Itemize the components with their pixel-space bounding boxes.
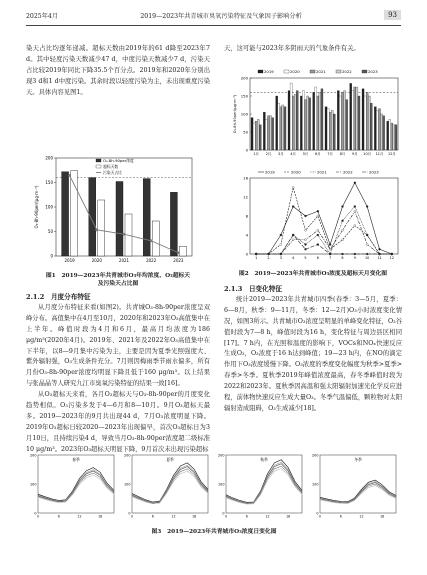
- x-tick-label: 4月: [290, 152, 296, 156]
- line-point: [305, 215, 307, 217]
- x-tick-label: 11月: [375, 152, 384, 156]
- line-pollution-ratio: [70, 175, 179, 252]
- bar-2020: [253, 123, 255, 150]
- bar-2022: [270, 116, 272, 150]
- bar-2023: [395, 125, 397, 150]
- bar-exceed-days: [98, 200, 105, 256]
- bar-2023: [321, 89, 323, 150]
- legend-label: 2019: [264, 69, 274, 74]
- legend-label: 2020: [291, 169, 301, 175]
- legend-label: 2023: [369, 169, 379, 175]
- figure-3-chart: [26, 451, 402, 523]
- panel-label: 冬季: [354, 457, 362, 462]
- legend-label: 污染天占比: [103, 170, 122, 175]
- line-point: [354, 225, 356, 227]
- line-point: [317, 234, 319, 236]
- section-heading: 2.1.3 日变化特征: [224, 285, 282, 293]
- x-tick-label: 2022: [146, 258, 157, 263]
- bar-2019: [313, 92, 315, 150]
- y-tick-label: 0: [50, 253, 53, 259]
- x-tick-label: 12月: [387, 152, 396, 156]
- x-tick-label: 7月: [327, 152, 333, 156]
- paragraph: 统计2019—2023年共青城市四季(春季：3—5月，夏季：6—8月，秋季：9—11月，冬季：12—2月)O₃小时浓度变化情况，如图3所示。共青城市O₃浓度呈明显的单峰变化特征，O₃谷值时段为7—8 h，峰值时段为16 h，变化特征与周边县区相同[17]。7 h内，在光照和温度的影响下，VOCs和NOₓ快速反应生成O₃，O₃浓度于16 h达到峰值；19—23 h内，在NO的滴定作用下O₃浓度缓慢下降。O₃浓度的季度变化幅度为秋季>夏季>春季>冬季。夏秋季2019年峰值浓度最高，春冬季峰值时段为2022和2023年。夏秋季因高温和强太阳辐射加速光化学反应进程，前体物快速反应生成大量O₃。冬季气温偏低，颗粒物对太阳辐射造成阻碍，O₃生成减少[18]。: [224, 295, 402, 412]
- legend-swatch: [96, 165, 101, 168]
- bar-2019: [337, 91, 339, 150]
- bar-2020: [376, 110, 378, 150]
- bar-2021: [267, 116, 269, 150]
- bar-2021: [255, 121, 257, 150]
- line-point: [123, 233, 126, 236]
- line-point: [329, 244, 331, 246]
- bar-concentration: [170, 192, 177, 256]
- left-column-body: [26, 292, 210, 456]
- x-tick-label: 10月: [363, 152, 372, 156]
- x-tick-label: 2月: [265, 152, 272, 156]
- y-tick-label: 100: [218, 482, 225, 487]
- panel-frame: [38, 455, 114, 513]
- figure-3-caption: 图3 2019—2023年共青城市O₃浓度日变化图: [151, 529, 277, 535]
- y-tick-label: 100: [240, 111, 248, 117]
- y-tick-label: 200: [312, 453, 319, 458]
- y-axis-label: O₃-8h-90per/(μg·m⁻³): [34, 185, 39, 229]
- y-tick-label: 4: [245, 232, 248, 238]
- legend-label: O₃-8h-90per浓度: [103, 158, 134, 163]
- line-冬季: [320, 482, 396, 503]
- x-tick-label: 12: [265, 514, 270, 519]
- bar-2022: [368, 96, 370, 150]
- bar-2019: [374, 107, 376, 150]
- line-秋季: [226, 460, 302, 503]
- line-冬季: [320, 483, 396, 503]
- bar-2020: [278, 103, 280, 150]
- x-tick-label: 2020: [91, 258, 102, 263]
- x-tick-label: 2023: [173, 258, 184, 263]
- legend-label: 2020: [290, 69, 300, 74]
- x-tick-label: 18: [192, 514, 197, 519]
- bar-2022: [282, 105, 284, 150]
- y-tick-label: 8: [245, 213, 248, 219]
- x-tick-label: 6: [57, 514, 60, 519]
- line-point: [280, 253, 282, 255]
- y-tick-label: 150: [240, 93, 248, 99]
- line-point: [342, 229, 344, 231]
- x-tick-label: 0: [36, 514, 40, 519]
- bar-2020: [302, 91, 304, 150]
- bar-2023: [284, 107, 286, 150]
- plot-frame: [250, 178, 398, 254]
- y-tick-label: 0: [128, 511, 131, 516]
- x-tick-label: 4: [292, 256, 295, 260]
- x-tick-label: 0: [318, 514, 322, 519]
- bar-2020: [265, 119, 267, 150]
- line-point: [317, 215, 319, 217]
- bar-2023: [383, 116, 385, 150]
- bar-2021: [280, 107, 282, 150]
- line-point: [366, 244, 368, 246]
- page-number: 93: [384, 10, 401, 20]
- bar-2023: [309, 98, 311, 150]
- bar-exceed-days: [71, 171, 78, 256]
- bar-2020: [290, 83, 292, 150]
- x-tick-label: 9月: [352, 152, 358, 156]
- y-tick-label: 150: [45, 180, 53, 185]
- line-春季: [38, 468, 114, 501]
- bar-exceed-days: [179, 246, 186, 256]
- line-2019: [256, 183, 392, 254]
- bar-concentration: [116, 182, 123, 256]
- x-tick-label: 18: [286, 514, 291, 519]
- line-point: [366, 253, 368, 255]
- y-tick-label: 0: [245, 251, 248, 257]
- x-tick-label: 6: [339, 514, 342, 519]
- y-tick-label: 200: [218, 453, 225, 458]
- line-2021: [256, 207, 392, 255]
- line-point: [317, 229, 319, 231]
- x-tick-label: 7: [329, 256, 332, 260]
- x-tick-label: 12: [389, 256, 394, 260]
- bar-2021: [354, 87, 356, 150]
- bar-2020: [352, 91, 354, 150]
- line-point: [150, 239, 153, 242]
- line-point: [317, 210, 319, 212]
- figure-1-caption: [26, 272, 210, 288]
- bar-2020: [315, 87, 317, 150]
- legend-swatch: [96, 159, 101, 162]
- bar-2021: [366, 92, 368, 150]
- y-tick-label: 100: [45, 204, 53, 210]
- panel-label: 夏季: [166, 457, 174, 462]
- line-point: [342, 253, 344, 255]
- line-point: [366, 206, 368, 208]
- bar-2022: [356, 87, 358, 150]
- legend-label: 2021: [317, 169, 327, 175]
- page-header: [26, 8, 401, 26]
- x-tick-label: 11: [377, 256, 382, 260]
- x-tick-label: 5月: [302, 152, 309, 156]
- figure-2-caption: 图2 2019—2023年共青城市O₃浓度及超标天月变化图: [238, 271, 388, 277]
- panel-label: 春季: [72, 457, 80, 462]
- bar-2023: [333, 114, 335, 150]
- paragraph: 从月度分布特征来看(如图2)。共青城O₃-8h-90per浓度呈双峰分布。高值集中在4月至10月，2020年和2023年O₃高值集中在上半年。峰值时段为4月和6月，最高月均浓度为186 μg/m³(2020年4月)。2019年、2021年及2022年O₃高值集中在下半年，以8—9月集中污染为主，主要是因为夏季光照强度大、紫外辐射强，O₃生成条件充分。7月则因梅雨季节雨水偏多，所有月份O₃-8h-90per浓度均明显下降且低于160 μg/m³。以上结果与张晶晶等人研究九江市臭氧污染特征的结果一致[16]。: [26, 303, 210, 388]
- bar-2019: [251, 118, 253, 150]
- y-tick-label: 16: [243, 175, 248, 181]
- line-point: [292, 234, 294, 236]
- bar-2023: [272, 118, 274, 150]
- bar-2022: [294, 94, 296, 150]
- line-point: [292, 187, 294, 189]
- x-tick-label: 3: [279, 256, 282, 260]
- x-tick-label: 12: [77, 514, 82, 519]
- line-point: [342, 206, 344, 208]
- paragraph: 从O₃超标天来看，各月O₃超标天与O₃-8h-90per的月度变化趋势相似。O₃污染多发于4—6月和8—10月。9月O₃超标天最多。2019—2023年的9月共出现44 d，7月O₃浓度明显下降。2019年O₃超标日较2020—2023年出现偏早，首次O₃超标日为3月10日，且持续污染4 d，导致当月O₃-8h-90per浓度超二级标准10 μg/m³。2023年O₃超标天明显下降，9月首次未出现污染超标: [26, 391, 210, 453]
- header-title: 2019—2023年共青城市臭氧污染特征及气象因子影响分析: [140, 12, 302, 20]
- line-冬季: [320, 480, 396, 502]
- bar-2019: [387, 121, 389, 150]
- figure-2b-chart: [230, 166, 402, 266]
- bar-2021: [329, 112, 331, 150]
- y-tick-label: 0: [34, 511, 37, 516]
- line-point: [305, 239, 307, 241]
- panel-frame: [320, 455, 396, 513]
- y-tick-label: 100: [124, 482, 131, 487]
- line-point: [317, 244, 319, 246]
- x-tick-label: 5: [304, 256, 307, 260]
- legend-swatch: [362, 70, 367, 73]
- figure-1-chart: [30, 144, 206, 272]
- legend-label: 2019: [265, 169, 275, 175]
- y-tick-label: 0: [245, 147, 248, 153]
- line-point: [305, 248, 307, 250]
- bar-2022: [393, 125, 395, 150]
- bar-2019: [362, 89, 364, 150]
- bar-2020: [327, 109, 329, 150]
- caption-line: 及污染天占比图: [97, 281, 139, 287]
- figure-2a-chart: [230, 66, 402, 164]
- line-point: [305, 229, 307, 231]
- x-tick-label: 18: [98, 514, 103, 519]
- line-夏季: [132, 465, 208, 502]
- line-point: [354, 182, 356, 184]
- y-tick-label: 12: [243, 194, 248, 200]
- y-axis-label: O₃-8h-90per/(μg·m⁻³): [233, 94, 237, 134]
- line-point: [354, 206, 356, 208]
- legend-label: 2022: [343, 169, 353, 175]
- x-tick-label: 12: [171, 514, 176, 519]
- bar-2022: [331, 110, 333, 150]
- bar-2020: [339, 96, 341, 150]
- x-tick-label: 6: [245, 514, 248, 519]
- line-point: [305, 244, 307, 246]
- legend-swatch: [258, 70, 263, 73]
- bar-2021: [317, 96, 319, 150]
- line-point: [280, 244, 282, 246]
- line-point: [292, 206, 294, 208]
- paragraph: 染天占比均逐年递减。超标天数由2019年的61 d降至2023年7 d。其中轻度污染天数减少47 d，中度污染天数减少7 d，污染天占比较2019年同比下降35.5个百分点。2019年和2020年分别出现3 d和1 d中度污染。其余时段以轻度污染为主，未出现重度污染天。具体内容见图1。: [26, 45, 210, 96]
- x-tick-label: 8: [341, 256, 344, 260]
- y-tick-label: 50: [47, 229, 53, 234]
- bar-2019: [263, 112, 265, 150]
- bar-2019: [325, 107, 327, 150]
- x-tick-label: 2019: [64, 258, 75, 263]
- x-tick-label: 6: [316, 256, 319, 260]
- x-tick-label: 1: [255, 256, 258, 260]
- right-column-top: [224, 44, 402, 55]
- x-tick-label: 8月: [339, 152, 346, 156]
- line-point: [68, 174, 71, 177]
- line-point: [354, 210, 356, 212]
- x-tick-label: 0: [224, 514, 228, 519]
- bar-2022: [381, 114, 383, 150]
- x-tick-label: 10: [365, 256, 370, 260]
- x-tick-label: 2021: [118, 258, 130, 263]
- bar-2019: [288, 91, 290, 150]
- header-date: 2025年4月: [26, 12, 59, 20]
- line-point: [268, 253, 270, 255]
- paragraph: 天，这可能与2023年多阴雨天的气象条件有关。: [224, 45, 360, 52]
- bar-2021: [341, 92, 343, 150]
- bar-2023: [296, 91, 298, 150]
- section-heading: 2.1.2 月度分布特征: [26, 293, 91, 301]
- bar-2020: [364, 96, 366, 150]
- left-column-top: [26, 44, 210, 99]
- line-point: [255, 253, 257, 255]
- y-tick-label: 0: [316, 511, 319, 516]
- bar-2022: [257, 119, 259, 150]
- bar-2023: [259, 125, 261, 150]
- y-tick-label: 200: [124, 453, 131, 458]
- bar-2021: [292, 96, 294, 150]
- bar-2022: [319, 92, 321, 150]
- y-tick-label: 100: [30, 482, 37, 487]
- y-tick-label: 50: [243, 129, 248, 135]
- y-tick-label: 200: [30, 453, 37, 458]
- bar-2023: [370, 103, 372, 150]
- bar-2019: [276, 96, 278, 150]
- x-tick-label: 1月: [253, 152, 259, 156]
- line-夏季: [132, 467, 208, 503]
- y-tick-label: 200: [240, 75, 248, 81]
- bar-2019: [350, 83, 352, 150]
- x-tick-label: 2: [267, 256, 270, 260]
- x-tick-label: 6: [151, 514, 154, 519]
- legend-swatch: [310, 70, 315, 73]
- x-tick-label: 3月: [278, 152, 284, 156]
- line-point: [292, 239, 294, 241]
- bar-2023: [358, 96, 360, 150]
- legend-label: 超标天数: [103, 164, 119, 169]
- y-tick-label: 200: [45, 155, 53, 161]
- line-point: [95, 228, 98, 231]
- line-point: [354, 253, 356, 255]
- line-point: [366, 234, 368, 236]
- bar-2019: [300, 96, 302, 150]
- bar-concentration: [143, 179, 150, 256]
- legend-swatch: [336, 70, 341, 73]
- line-point: [379, 253, 381, 255]
- line-point: [379, 248, 381, 250]
- line-point: [329, 253, 331, 255]
- bar-exceed-days: [152, 221, 159, 256]
- line-point: [342, 220, 344, 222]
- x-tick-label: 12: [359, 514, 364, 519]
- bar-2023: [346, 100, 348, 150]
- panel-label: 秋季: [260, 457, 268, 462]
- legend-label: 2021: [316, 69, 326, 74]
- line-point: [391, 253, 393, 255]
- bar-2022: [344, 91, 346, 150]
- legend-label: 2022: [342, 69, 352, 74]
- bar-2022: [307, 96, 309, 150]
- x-tick-label: 6月: [315, 152, 321, 156]
- bar-concentration: [62, 172, 69, 256]
- y-tick-label: 100: [312, 482, 319, 487]
- legend-swatch: [284, 70, 289, 73]
- bar-2020: [389, 119, 391, 150]
- x-tick-label: 9: [353, 256, 356, 260]
- x-tick-label: 18: [380, 514, 385, 519]
- bar-2021: [378, 109, 380, 150]
- line-point: [280, 234, 282, 236]
- legend-label: 2023: [368, 69, 378, 74]
- line-point: [329, 248, 331, 250]
- caption-line: 图1 2019—2023年共青城市O₃年均浓度、O₃超标天: [45, 273, 191, 279]
- line-夏季: [132, 463, 208, 502]
- right-column-body: [224, 284, 402, 415]
- x-tick-label: 0: [130, 514, 134, 519]
- bar-2021: [391, 123, 393, 150]
- y-tick-label: 0: [222, 511, 225, 516]
- line-point: [177, 251, 180, 254]
- line-point: [342, 239, 344, 241]
- bar-2021: [304, 100, 306, 150]
